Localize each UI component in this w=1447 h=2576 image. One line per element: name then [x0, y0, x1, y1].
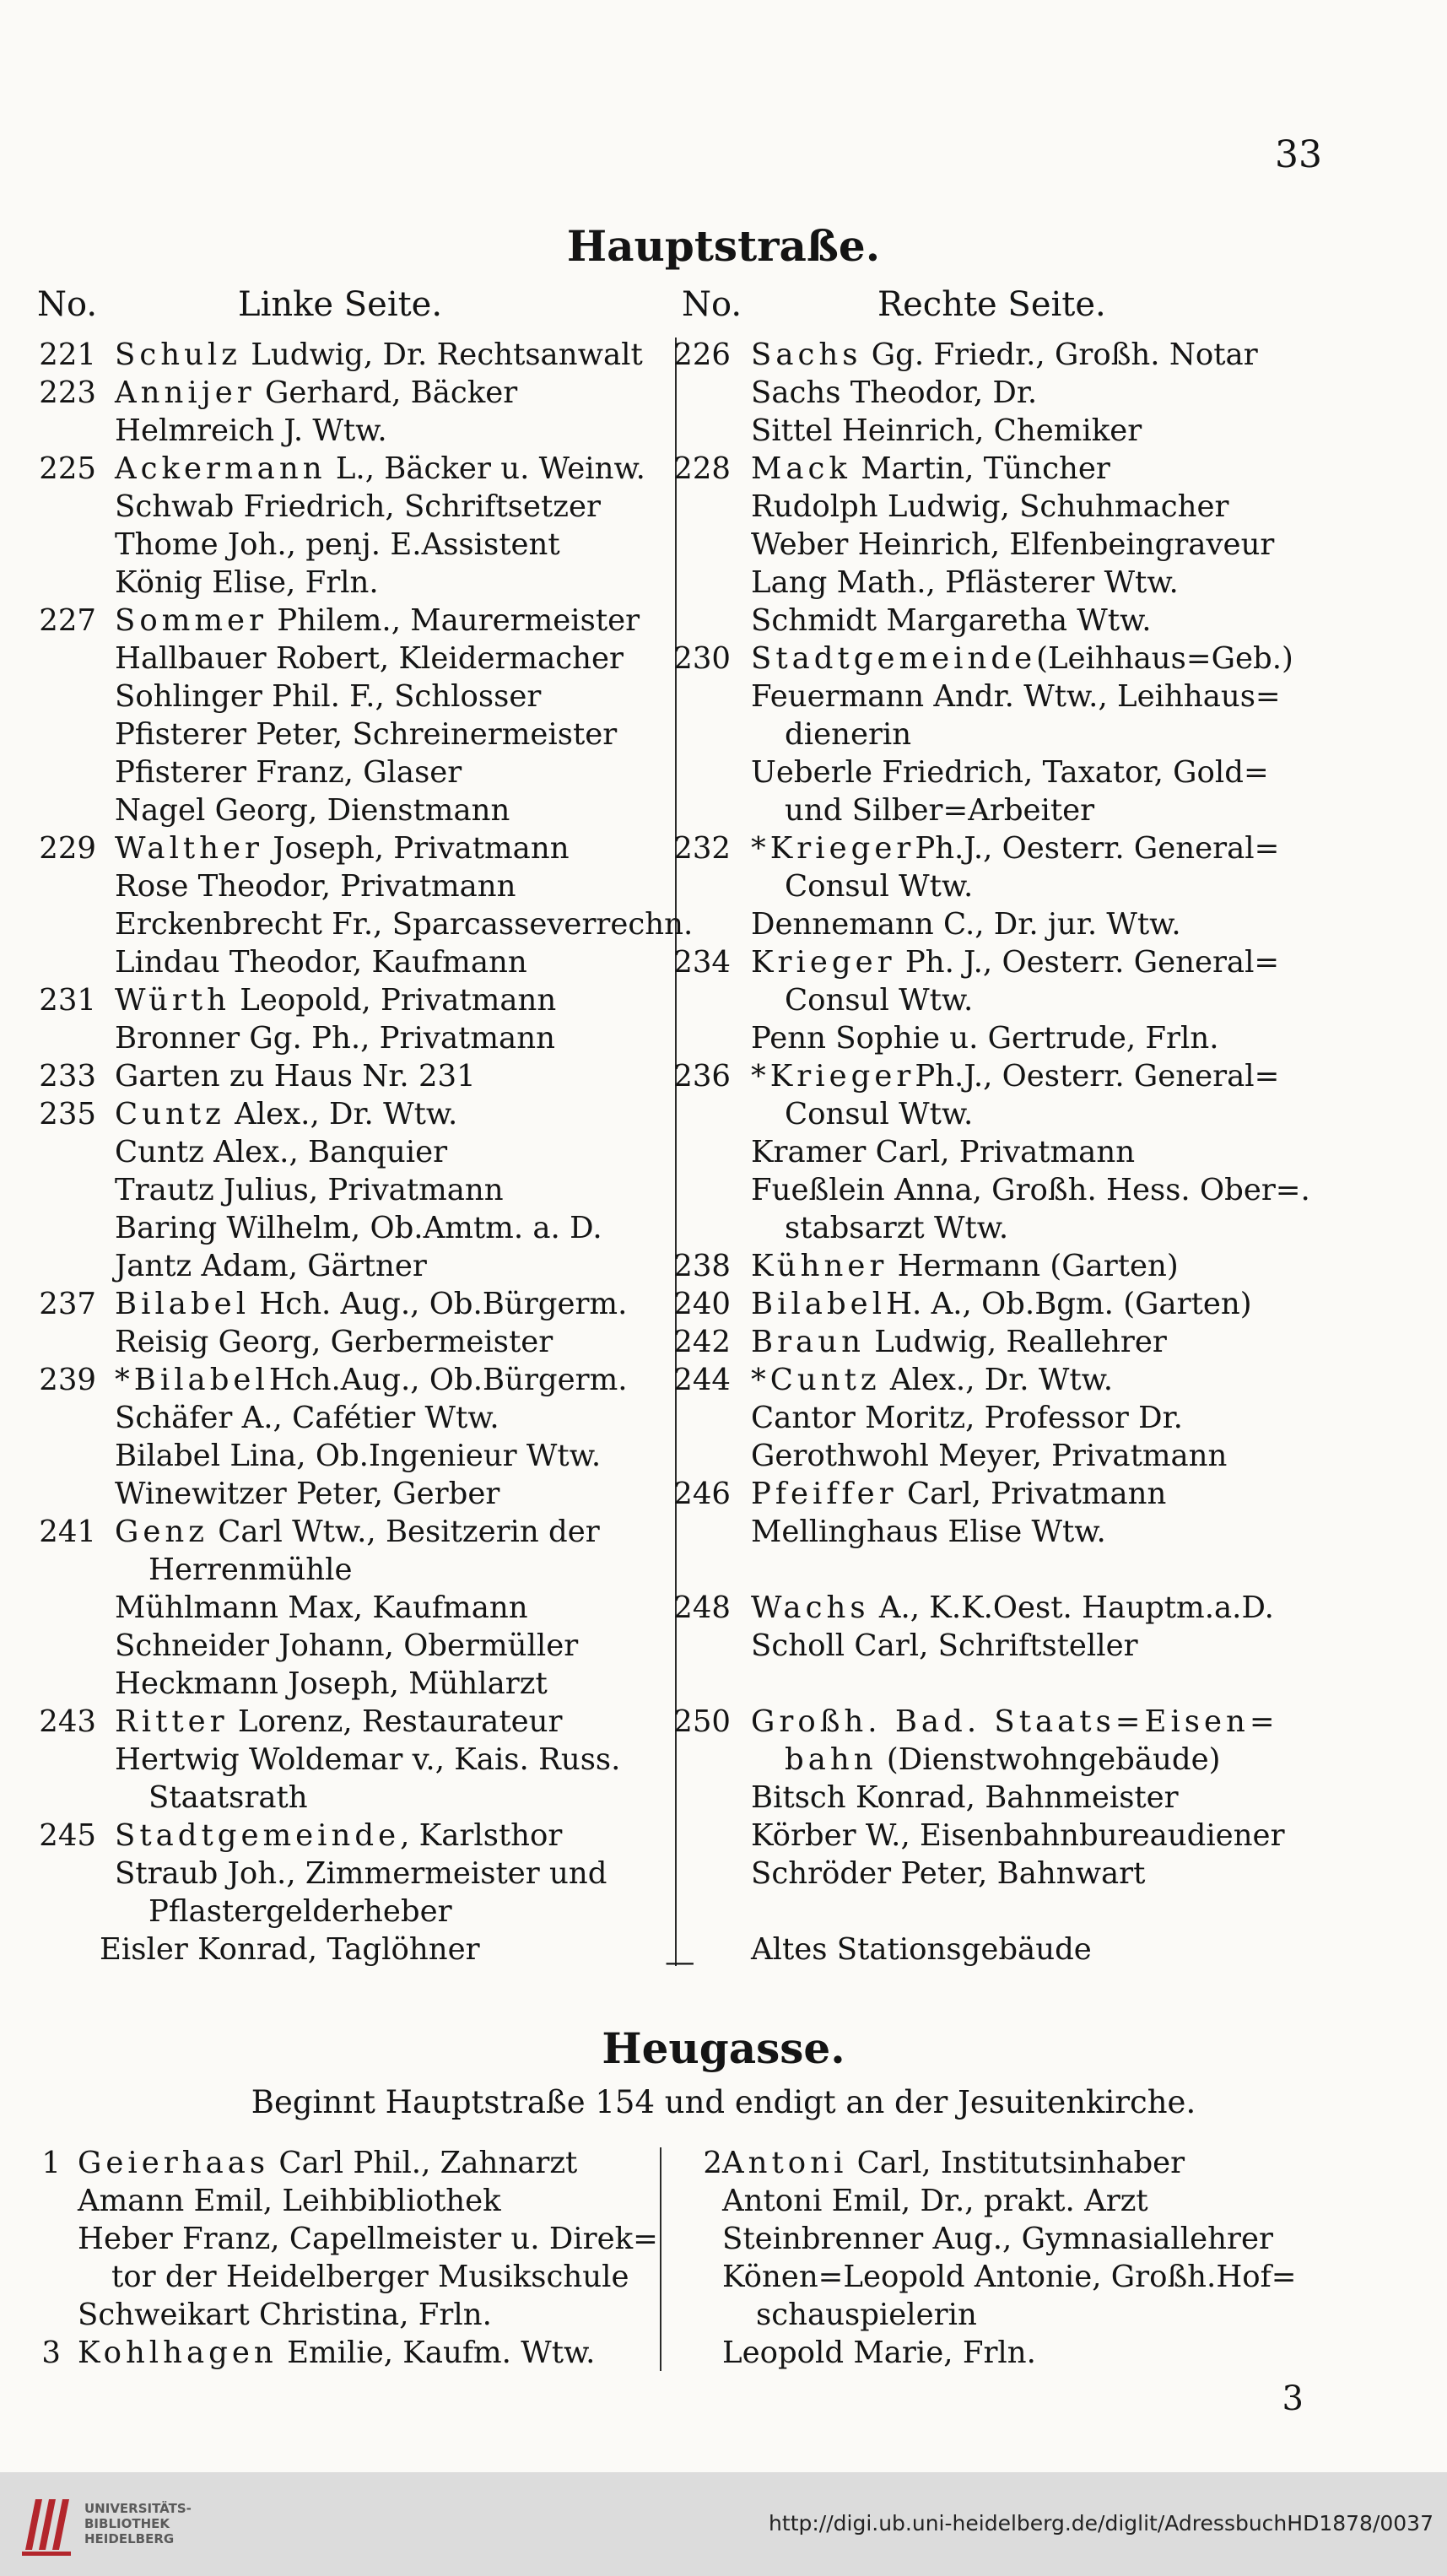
entry-detail: Leopold, Privatmann: [230, 983, 557, 1018]
entry-detail: Ueberle Friedrich, Taxator, Gold=: [751, 755, 1269, 790]
entry-detail: Cantor Moritz, Professor Dr.: [751, 1401, 1183, 1435]
entry-detail: Schäfer A., Cafétier Wtw.: [115, 1401, 499, 1435]
entry-detail: Alex., Dr. Wtw.: [880, 1363, 1114, 1397]
entry-detail: Gg. Friedr., Großh. Notar: [861, 338, 1258, 372]
entry-text: [751, 678, 1281, 716]
house-number: 228: [673, 451, 731, 486]
entry-lead-name: *Cuntz: [751, 1363, 881, 1397]
entry-detail: schauspielerin: [756, 2298, 977, 2332]
street-title-heugasse: Heugasse.: [602, 2023, 845, 2073]
house-number: 243: [39, 1704, 96, 1739]
entry-text: [148, 1551, 353, 1589]
entry-text: [785, 1095, 973, 1133]
entry-text: [751, 526, 1274, 564]
entry-detail: Bilabel Lina, Ob.Ingenieur Wtw.: [115, 1439, 602, 1473]
entry-lead-name: Bilabel: [115, 1287, 251, 1321]
entry-text: [751, 1931, 1092, 1968]
source-url-link[interactable]: http://digi.ub.uni-heidelberg.de/diglit/AdressbuchHD1878/0037: [769, 2511, 1434, 2535]
entry-detail: Schneider Johann, Obermüller: [115, 1628, 579, 1663]
entry-lead-name: Ritter: [115, 1704, 229, 1739]
entry-detail: Körber W., Eisenbahnbureaudiener: [751, 1818, 1285, 1853]
entry-lead-name: Walther: [115, 831, 264, 866]
entry-detail: Antoni Emil, Dr., prakt. Arzt: [722, 2184, 1148, 2218]
entry-text: [115, 526, 560, 564]
entry-text: [78, 2182, 501, 2220]
entry-text: [115, 1741, 620, 1779]
entry-lead-name: Ackermann: [115, 451, 327, 486]
entry-detail: Scholl Carl, Schriftsteller: [751, 1628, 1138, 1663]
entry-detail: Hallbauer Robert, Kleidermacher: [115, 641, 624, 676]
entry-text: [115, 678, 541, 716]
entry-detail: L., Bäcker u. Weinw.: [326, 451, 645, 486]
entry-text: [115, 640, 624, 678]
entry-text: [115, 1019, 555, 1057]
entry-lead-name: Annijer: [115, 375, 256, 410]
entry-text: [722, 2182, 1148, 2220]
entry-text: [115, 981, 556, 1019]
entry-text: [115, 564, 379, 602]
logo-line: HEIDELBERG: [84, 2531, 175, 2546]
entry-text: [751, 602, 1152, 640]
entry-lead-name: Bilabel: [751, 1287, 887, 1321]
entry-text: [751, 943, 1279, 981]
entry-detail: Heber Franz, Capellmeister u. Direk=: [78, 2222, 658, 2256]
entry-text: [756, 2296, 977, 2334]
entry-text: [115, 1133, 447, 1171]
entry-detail: (Dienstwohngebäude): [877, 1742, 1221, 1777]
entry-text: [751, 1247, 1179, 1285]
entry-text: [751, 1399, 1183, 1437]
entry-lead-name: Stadtgemeinde: [115, 1818, 401, 1853]
ub-heidelberg-logo-icon: [19, 2491, 74, 2558]
house-number: 246: [673, 1477, 731, 1511]
entry-detail: Jantz Adam, Gärtner: [115, 1249, 427, 1283]
entry-detail: Hch.Aug., Ob.Bürgerm.: [268, 1363, 628, 1397]
entry-detail: Schröder Peter, Bahnwart: [751, 1856, 1146, 1891]
entry-text: [115, 1703, 562, 1741]
entry-text: [751, 1437, 1227, 1475]
signature-mark: 3: [1282, 2379, 1304, 2418]
house-number: 239: [39, 1363, 96, 1397]
entry-text: [751, 450, 1110, 488]
entry-detail: Consul Wtw.: [785, 1097, 974, 1131]
entry-detail: Martin, Tüncher: [850, 451, 1110, 486]
entry-text: [115, 1285, 627, 1323]
entry-detail: Ph. J., Oesterr. General=: [895, 945, 1280, 980]
header-right-side: Rechte Seite.: [877, 285, 1106, 324]
entry-detail: Feuermann Andr. Wtw., Leihhaus=: [751, 679, 1281, 714]
entry-text: [751, 1589, 1274, 1627]
entry-detail: Hermann (Garten): [888, 1249, 1179, 1283]
house-number: 226: [673, 338, 731, 372]
library-logo-text: [84, 2501, 192, 2546]
entry-text: [115, 602, 640, 640]
entry-detail: Schweikart Christina, Frln.: [78, 2298, 492, 2332]
entry-text: [115, 450, 645, 488]
entry-text: [722, 2258, 1297, 2296]
entry-text: [115, 943, 527, 981]
entry-detail: Cuntz Alex., Banquier: [115, 1135, 448, 1169]
entry-text: [115, 1361, 628, 1399]
house-number: 234: [673, 945, 731, 980]
house-number: 221: [39, 338, 96, 372]
entry-text: [78, 2220, 658, 2258]
entry-detail: , Karlsthor: [400, 1818, 563, 1853]
entry-text: [785, 1741, 1221, 1779]
entry-detail: Philem., Maurermeister: [267, 603, 640, 638]
entry-detail: Ludwig, Reallehrer: [864, 1325, 1167, 1359]
entry-text: [751, 640, 1293, 678]
header-no-left: No.: [37, 285, 98, 324]
house-number: 232: [673, 831, 731, 866]
entry-detail: Ph.J., Oesterr. General=: [915, 831, 1280, 866]
entry-detail: Pfisterer Franz, Glaser: [115, 755, 462, 790]
house-number: 231: [39, 983, 96, 1018]
entry-detail: Consul Wtw.: [785, 869, 974, 904]
header-left-side: Linke Seite.: [238, 285, 443, 324]
entry-detail: Amann Emil, Leihbibliothek: [78, 2184, 501, 2218]
entry-lead-name: Großh. Bad. Staats=Eisen=: [751, 1704, 1279, 1739]
entry-detail: Dennemann C., Dr. jur. Wtw.: [751, 907, 1181, 942]
entry-detail: Alex., Dr. Wtw.: [224, 1097, 458, 1131]
entry-detail: H. A., Ob.Bgm. (Garten): [886, 1287, 1252, 1321]
entry-detail: Weber Heinrich, Elfenbeingraveur: [751, 527, 1275, 562]
entry-detail: König Elise, Frln.: [115, 565, 379, 600]
entry-detail: Straub Joh., Zimmermeister und: [115, 1856, 607, 1891]
entry-detail: Mühlmann Max, Kaufmann: [115, 1590, 528, 1625]
entry-text: [785, 791, 1094, 829]
entry-detail: Heckmann Joseph, Mühlarzt: [115, 1666, 548, 1701]
entry-detail: Eisler Konrad, Taglöhner: [100, 1932, 480, 1967]
entry-detail: Carl Phil., Zahnarzt: [269, 2146, 578, 2180]
entry-text: [115, 488, 601, 526]
house-number: 244: [673, 1363, 731, 1397]
entry-text: [751, 1817, 1285, 1855]
entry-detail: Bitsch Konrad, Bahnmeister: [751, 1780, 1179, 1815]
entry-detail: Lang Math., Pflästerer Wtw.: [751, 565, 1179, 600]
entry-text: [785, 867, 973, 905]
entry-detail: Sachs Theodor, Dr.: [751, 375, 1038, 410]
house-number: 240: [673, 1287, 731, 1321]
entry-text: [115, 753, 462, 791]
entry-text: [751, 753, 1269, 791]
entry-detail: Rudolph Ludwig, Schuhmacher: [751, 489, 1229, 524]
house-number: 230: [673, 641, 731, 676]
entry-lead-name: Cuntz: [115, 1097, 225, 1131]
entry-text: [115, 1627, 578, 1665]
entry-text: [115, 1437, 601, 1475]
house-number: 225: [39, 451, 96, 486]
entry-detail: Carl, Institutsinhaber: [847, 2146, 1185, 2180]
entry-text: [115, 1855, 607, 1893]
entry-lead-name: Genz: [115, 1515, 208, 1549]
house-number: 250: [673, 1704, 731, 1739]
entry-lead-name: Sommer: [115, 603, 267, 638]
entry-text: [115, 1399, 499, 1437]
entry-detail: Hch. Aug., Ob.Bürgerm.: [250, 1287, 628, 1321]
entry-detail: Schwab Friedrich, Schriftsetzer: [115, 489, 601, 524]
entry-text: [751, 1133, 1135, 1171]
entry-detail: Gerothwohl Meyer, Privatmann: [751, 1439, 1228, 1473]
house-number: 233: [39, 1059, 96, 1094]
entry-detail: Staatsrath: [148, 1780, 308, 1815]
house-number: 236: [673, 1059, 731, 1094]
entry-text: [785, 981, 973, 1019]
logo-line: BIBLIOTHEK: [84, 2516, 170, 2531]
entry-detail: Bronner Gg. Ph., Privatmann: [115, 1021, 555, 1056]
house-number: 241: [39, 1515, 96, 1549]
entry-text: [751, 1019, 1219, 1057]
entry-detail: Sohlinger Phil. F., Schlosser: [115, 679, 542, 714]
entry-detail: Winewitzer Peter, Gerber: [115, 1477, 500, 1511]
house-number: 229: [39, 831, 96, 866]
entry-text: [115, 1247, 427, 1285]
entry-text: [115, 1057, 476, 1095]
entry-lead-name: Wachs: [751, 1590, 870, 1625]
entry-text: [751, 336, 1258, 374]
entry-detail: Helmreich J. Wtw.: [115, 413, 387, 448]
house-number: 227: [39, 603, 96, 638]
entry-text: [751, 1855, 1145, 1893]
entry-detail: Mellinghaus Elise Wtw.: [751, 1515, 1106, 1549]
entry-detail: Thome Joh., penj. E.Assistent: [115, 527, 560, 562]
entry-text: [115, 1589, 528, 1627]
entry-text: [115, 1323, 553, 1361]
header-no-right: No.: [682, 285, 742, 324]
entry-detail: Steinbrenner Aug., Gymnasiallehrer: [722, 2222, 1273, 2256]
entry-detail: Gerhard, Bäcker: [255, 375, 518, 410]
entry-text: [115, 716, 617, 753]
entry-text: [115, 336, 643, 374]
entry-text: [751, 374, 1037, 412]
entry-text: [751, 412, 1142, 450]
footer-bar: [0, 2472, 1447, 2576]
entry-lead-name: *Krieger: [751, 831, 915, 866]
entry-detail: Kramer Carl, Privatmann: [751, 1135, 1136, 1169]
entry-text: [115, 867, 516, 905]
entry-text: [100, 1931, 480, 1968]
entry-text: [785, 1209, 1008, 1247]
house-number: 245: [39, 1818, 96, 1853]
entry-lead-name: Würth: [115, 983, 231, 1018]
entry-detail: Pflastergelderheber: [148, 1894, 452, 1929]
entry-lead-name: Kühner: [751, 1249, 888, 1283]
entry-detail: Reisig Georg, Gerbermeister: [115, 1325, 553, 1359]
entry-text: [115, 791, 510, 829]
entry-detail: tor der Heidelberger Musikschule: [111, 2260, 629, 2294]
entry-lead-name: bahn: [785, 1742, 877, 1777]
entry-lead-name: *Bilabel: [115, 1363, 269, 1397]
entry-text: [115, 1665, 548, 1703]
entry-lead-name: Krieger: [751, 945, 896, 980]
entry-detail: Ludwig, Dr. Rechtsanwalt: [241, 338, 643, 372]
entry-detail: Sittel Heinrich, Chemiker: [751, 413, 1142, 448]
house-number: 1: [41, 2146, 61, 2180]
entry-detail: A., K.K.Oest. Hauptm.a.D.: [869, 1590, 1274, 1625]
entry-detail: Consul Wtw.: [785, 983, 974, 1018]
entry-text: [785, 716, 911, 753]
page-number: 33: [1275, 133, 1322, 176]
entry-detail: Trautz Julius, Privatmann: [115, 1173, 504, 1207]
entry-detail: Carl, Privatmann: [897, 1477, 1167, 1511]
entry-text: [722, 2334, 1036, 2372]
house-number: 3: [41, 2336, 61, 2370]
entry-text: [751, 1513, 1106, 1551]
entry-text: [751, 564, 1179, 602]
entry-detail: Altes Stationsgebäude: [751, 1932, 1092, 1967]
house-number: 235: [39, 1097, 96, 1131]
entry-text: [115, 1171, 504, 1209]
entry-text: [115, 1513, 600, 1551]
house-number: 238: [673, 1249, 731, 1283]
entry-text: [115, 1817, 562, 1855]
entry-text: [115, 374, 517, 412]
house-number: 2: [703, 2146, 722, 2180]
entry-detail: Emilie, Kaufm. Wtw.: [277, 2336, 596, 2370]
entry-text: [751, 1475, 1166, 1513]
entry-detail: Rose Theodor, Privatmann: [115, 869, 516, 904]
entry-text: [115, 829, 570, 867]
entry-text: [148, 1893, 452, 1931]
entry-text: [115, 905, 693, 943]
entry-detail: Leopold Marie, Frln.: [722, 2336, 1036, 2370]
entry-detail: Herrenmühle: [148, 1553, 353, 1587]
entry-detail: Fueßlein Anna, Großh. Hess. Ober=.: [751, 1173, 1310, 1207]
entry-text: [115, 1475, 499, 1513]
entry-lead-name: *Krieger: [751, 1059, 915, 1094]
entry-text: [78, 2334, 595, 2372]
entry-text: [751, 905, 1181, 943]
entry-text: [751, 1703, 1279, 1741]
entry-lead-name: Mack: [751, 451, 851, 486]
entry-lead-name: Geierhaas: [78, 2146, 270, 2180]
entry-text: [751, 488, 1228, 526]
logo-line: UNIVERSITÄTS-: [84, 2501, 192, 2516]
entry-text: [722, 2220, 1273, 2258]
entry-text: [751, 1361, 1113, 1399]
entry-detail: Nagel Georg, Dienstmann: [115, 793, 510, 828]
entry-detail: Carl Wtw., Besitzerin der: [208, 1515, 600, 1549]
entry-text: [751, 1779, 1179, 1817]
entry-detail: Penn Sophie u. Gertrude, Frln.: [751, 1021, 1219, 1056]
entry-text: [148, 1779, 308, 1817]
entry-detail: Erckenbrecht Fr., Sparcasseverrechn.: [115, 907, 694, 942]
entry-text: [111, 2258, 629, 2296]
house-number: 237: [39, 1287, 96, 1321]
entry-text: [751, 1171, 1310, 1209]
entry-detail: Lorenz, Restaurateur: [228, 1704, 563, 1739]
entry-lead-name: Pfeiffer: [751, 1477, 898, 1511]
dash: —: [665, 1945, 695, 1979]
entry-detail: und Silber=Arbeiter: [785, 793, 1095, 828]
entry-detail: (Leihhaus=Geb.): [1036, 641, 1293, 676]
street-title-hauptstrasse: Hauptstraße.: [566, 221, 881, 271]
entry-detail: Pfisterer Peter, Schreinermeister: [115, 717, 618, 752]
entry-detail: Könen=Leopold Antonie, Großh.Hof=: [722, 2260, 1297, 2294]
entry-lead-name: Braun: [751, 1325, 865, 1359]
entry-detail: dienerin: [785, 717, 912, 752]
entry-detail: Ph.J., Oesterr. General=: [915, 1059, 1280, 1094]
entry-detail: Baring Wilhelm, Ob.Amtm. a. D.: [115, 1211, 602, 1245]
entry-lead-name: Stadtgemeinde: [751, 641, 1037, 676]
entry-detail: Garten zu Haus Nr. 231: [115, 1059, 476, 1094]
entry-text: [722, 2144, 1185, 2182]
entry-text: [115, 1095, 457, 1133]
entry-lead-name: Sachs: [751, 338, 862, 372]
entry-lead-name: Antoni: [722, 2146, 848, 2180]
entry-text: [115, 1209, 602, 1247]
entry-detail: stabsarzt Wtw.: [785, 1211, 1009, 1245]
street-subtitle: Beginnt Hauptstraße 154 und endigt an der Jesuitenkirche.: [251, 2084, 1196, 2120]
entry-text: [78, 2144, 577, 2182]
entry-text: [751, 1627, 1138, 1665]
entry-text: [115, 412, 387, 450]
entry-lead-name: Kohlhagen: [78, 2336, 278, 2370]
entry-text: [751, 1285, 1252, 1323]
entry-text: [751, 1323, 1167, 1361]
entry-text: [78, 2296, 492, 2334]
entry-detail: Lindau Theodor, Kaufmann: [115, 945, 527, 980]
house-number: 248: [673, 1590, 731, 1625]
entry-lead-name: Schulz: [115, 338, 241, 372]
entry-detail: Joseph, Privatmann: [263, 831, 570, 866]
house-number: 223: [39, 375, 96, 410]
entry-detail: Schmidt Margaretha Wtw.: [751, 603, 1152, 638]
entry-text: [751, 829, 1279, 867]
entry-text: [751, 1057, 1279, 1095]
house-number: 242: [673, 1325, 731, 1359]
entry-detail: Hertwig Woldemar v., Kais. Russ.: [115, 1742, 621, 1777]
